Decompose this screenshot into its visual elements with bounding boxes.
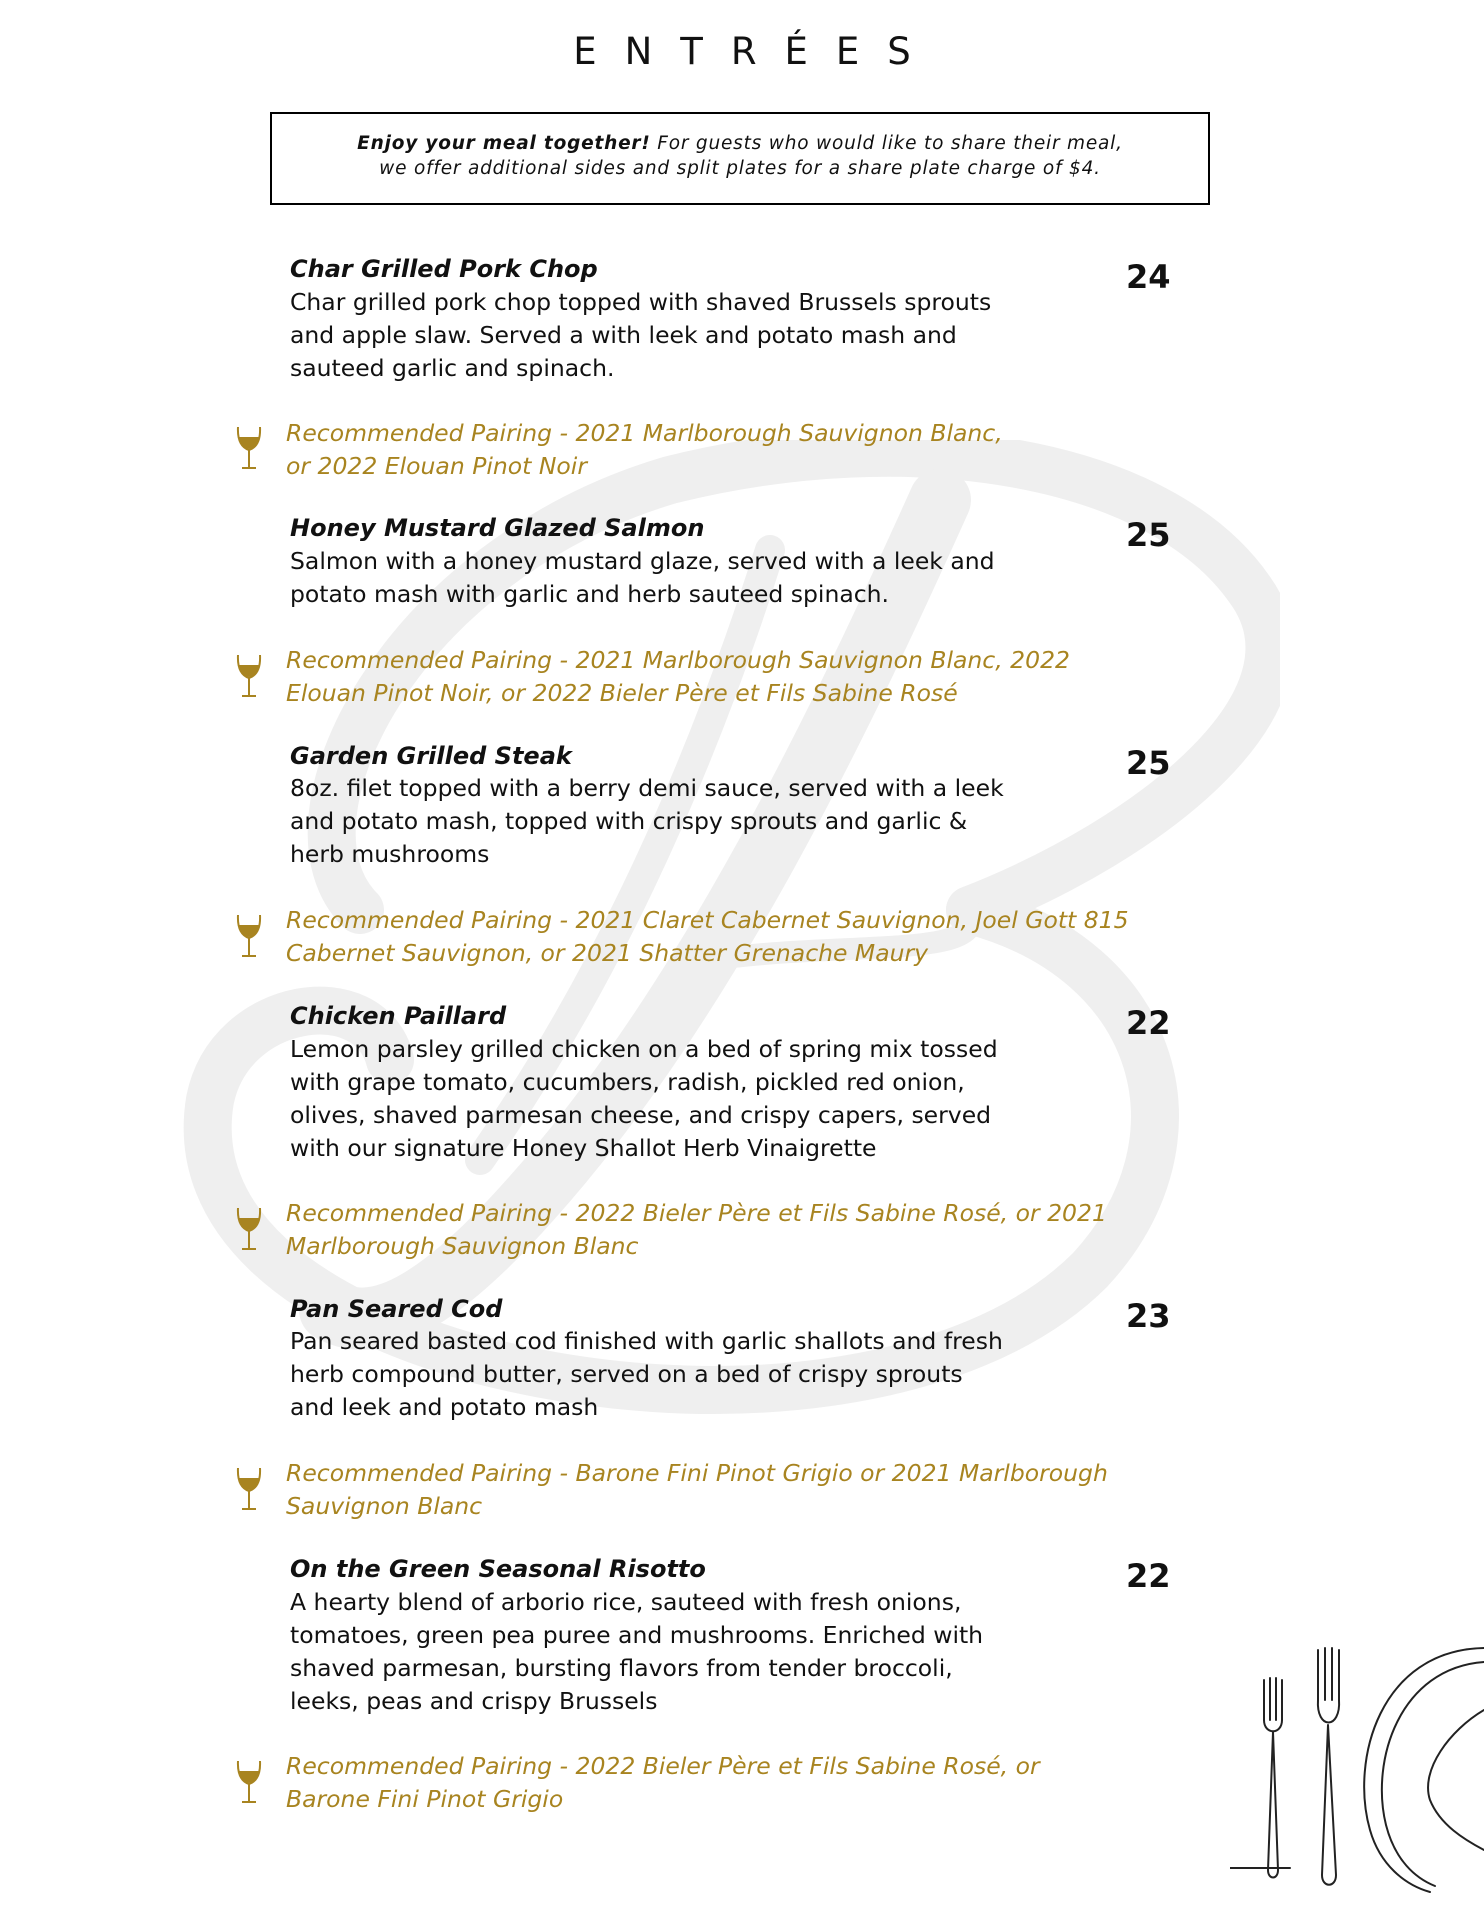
share-note-bold: Enjoy your meal together!	[357, 133, 651, 154]
dish-name: On the Green Seasonal Risotto	[290, 1555, 706, 1583]
wine-pairing: Recommended Pairing - Barone Fini Pinot Grigio or 2021 Marlborough Sauvignon Blanc	[286, 1459, 1108, 1520]
dish-name: Chicken Paillard	[290, 1002, 507, 1030]
wine-glass-icon	[234, 1465, 264, 1513]
dish-price: 22	[1126, 1004, 1171, 1042]
dish-price: 22	[1126, 1557, 1171, 1595]
dish-name: Pan Seared Cod	[290, 1295, 503, 1323]
dish-name: Garden Grilled Steak	[290, 742, 572, 770]
wine-pairing: Recommended Pairing - 2022 Bieler Père et Fils Sabine Rosé, or 2021 Marlborough Sauvignon Blanc	[286, 1199, 1107, 1260]
cutlery-plate-icon	[1230, 1640, 1484, 1900]
dish-description: Char grilled pork chop topped with shaved Brussels sprouts and apple slaw. Served a with leek and potato mash and sauteed garlic and spinach.	[290, 288, 992, 382]
page-title: ENTRÉES	[573, 30, 939, 73]
dish-name: Char Grilled Pork Chop	[290, 255, 598, 283]
wine-glass-icon	[234, 424, 264, 472]
wine-pairing: Recommended Pairing - 2021 Marlborough Sauvignon Blanc, 2022 Elouan Pinot Noir, or 2022 Bieler Père et Fils Sabine Rosé	[286, 646, 1070, 707]
dish-description: Salmon with a honey mustard glaze, served with a leek and potato mash with garlic and herb sauteed spinach.	[290, 547, 995, 608]
wine-pairing: Recommended Pairing - 2021 Claret Cabernet Sauvignon, Joel Gott 815 Cabernet Sauvignon, or 2021 Shatter Grenache Maury	[286, 906, 1129, 967]
dish-price: 24	[1126, 258, 1171, 296]
wine-glass-icon	[234, 652, 264, 700]
dish-price: 25	[1126, 516, 1171, 554]
wine-glass-icon	[234, 1205, 264, 1253]
dish-description: Lemon parsley grilled chicken on a bed of spring mix tossed with grape tomato, cucumbers, radish, pickled red onion, olives, shaved parmesan cheese, and crispy capers, served with our signature Honey Shallot Herb Vinaigrette	[290, 1035, 998, 1162]
share-note-line2: we offer additional sides and split plates for a share plate charge of $4.	[379, 158, 1101, 179]
dish-description: 8oz. filet topped with a berry demi sauce, served with a leek and potato mash, topped with crispy sprouts and garlic & herb mushrooms	[290, 774, 1004, 868]
dish-name: Honey Mustard Glazed Salmon	[290, 514, 705, 542]
wine-pairing: Recommended Pairing - 2022 Bieler Père et Fils Sabine Rosé, or Barone Fini Pinot Grigio	[286, 1752, 1040, 1813]
wine-glass-icon	[234, 1758, 264, 1806]
dish-price: 25	[1126, 744, 1171, 782]
share-note-line1: For guests who would like to share their meal,	[650, 133, 1123, 154]
wine-pairing: Recommended Pairing - 2021 Marlborough Sauvignon Blanc, or 2022 Elouan Pinot Noir	[286, 419, 1003, 480]
dish-description: Pan seared basted cod finished with garlic shallots and fresh herb compound butter, served on a bed of crispy sprouts and leek and potato mash	[290, 1327, 1003, 1421]
wine-glass-icon	[234, 912, 264, 960]
dish-price: 23	[1126, 1297, 1171, 1335]
dish-description: A hearty blend of arborio rice, sauteed with fresh onions, tomatoes, green pea puree and mushrooms. Enriched with shaved parmesan, bursting flavors from tender broccoli, leeks, peas and crispy Brussels	[290, 1588, 984, 1715]
